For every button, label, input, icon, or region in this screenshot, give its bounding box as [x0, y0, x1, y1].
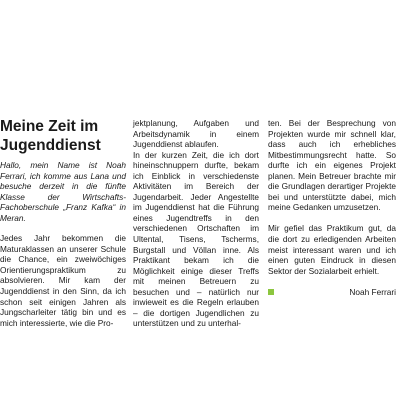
green-square-icon — [268, 289, 274, 295]
article-intro: Hallo, mein Name ist Noah Ferrari, ich komme aus Lana und besuche derzeit in die fünfte Klasse der Wirtschafts-Fachoberschule „Franz Kafka“ in Meran. — [0, 160, 126, 223]
signature-row — [268, 287, 396, 298]
article-paragraph: Mir gefiel das Praktikum gut, da die dort zu erledigenden Arbeiten meist interessant waren und ich einen guten Eindruck in diesen Sektor der Sozialarbeit erhielt. — [268, 223, 396, 276]
article-column-2 — [133, 118, 259, 329]
article-paragraph: jektplanung, Aufgaben und Arbeitsdynamik in einem Jugenddienst ablaufen. — [133, 118, 259, 150]
article-paragraph: Jedes Jahr bekommen die Maturaklassen an unserer Schule die Chance, ein zweiwöchiges Orientierungspraktikum zu absolvieren. Mir kam der Jugenddienst in den Sinn, da ich schon seit einigen Jahren als Jungscharleiter tätig bin und es mich interessierte, wie die Pro- — [0, 233, 126, 328]
article-column-3 — [268, 118, 396, 298]
author-name: Noah Ferrari — [349, 287, 396, 298]
article-column-1 — [0, 118, 126, 328]
article-paragraph: ten. Bei der Besprechung von Projekten wurde mir schnell klar, dass auch ich erhebliches Mitbestimmungsrecht hatte. So durfte ich ein eigenes Projekt planen. Mein Betreuer brachte mir die Grundlagen derartiger Projekte bei und unterstützte dabei, mich meine Gedanken umzusetzen. — [268, 118, 396, 213]
article-title: Meine Zeit im Jugenddienst — [0, 118, 101, 154]
article-paragraph: In der kurzen Zeit, die ich dort hineinschnuppern durfte, bekam ich Einblick in verschiedenste Aktivitäten im Bereich der Jugendarbeit. Jeder Angestellte im Jugenddienst hat die Führung eines Jugendtreffs in den verschiedenen Ortschaften im Ultental, Tisens, Tscherms, Burgstall und Völlan inne. Als Praktikant bekam ich die Möglichkeit einige dieser Treffs mit meinen Betreuern zu besuchen und – natürlich nur inwieweit es die Regeln erlauben – die dortigen Jugendlichen zu unterstützen und zu unterhal- — [133, 149, 259, 329]
